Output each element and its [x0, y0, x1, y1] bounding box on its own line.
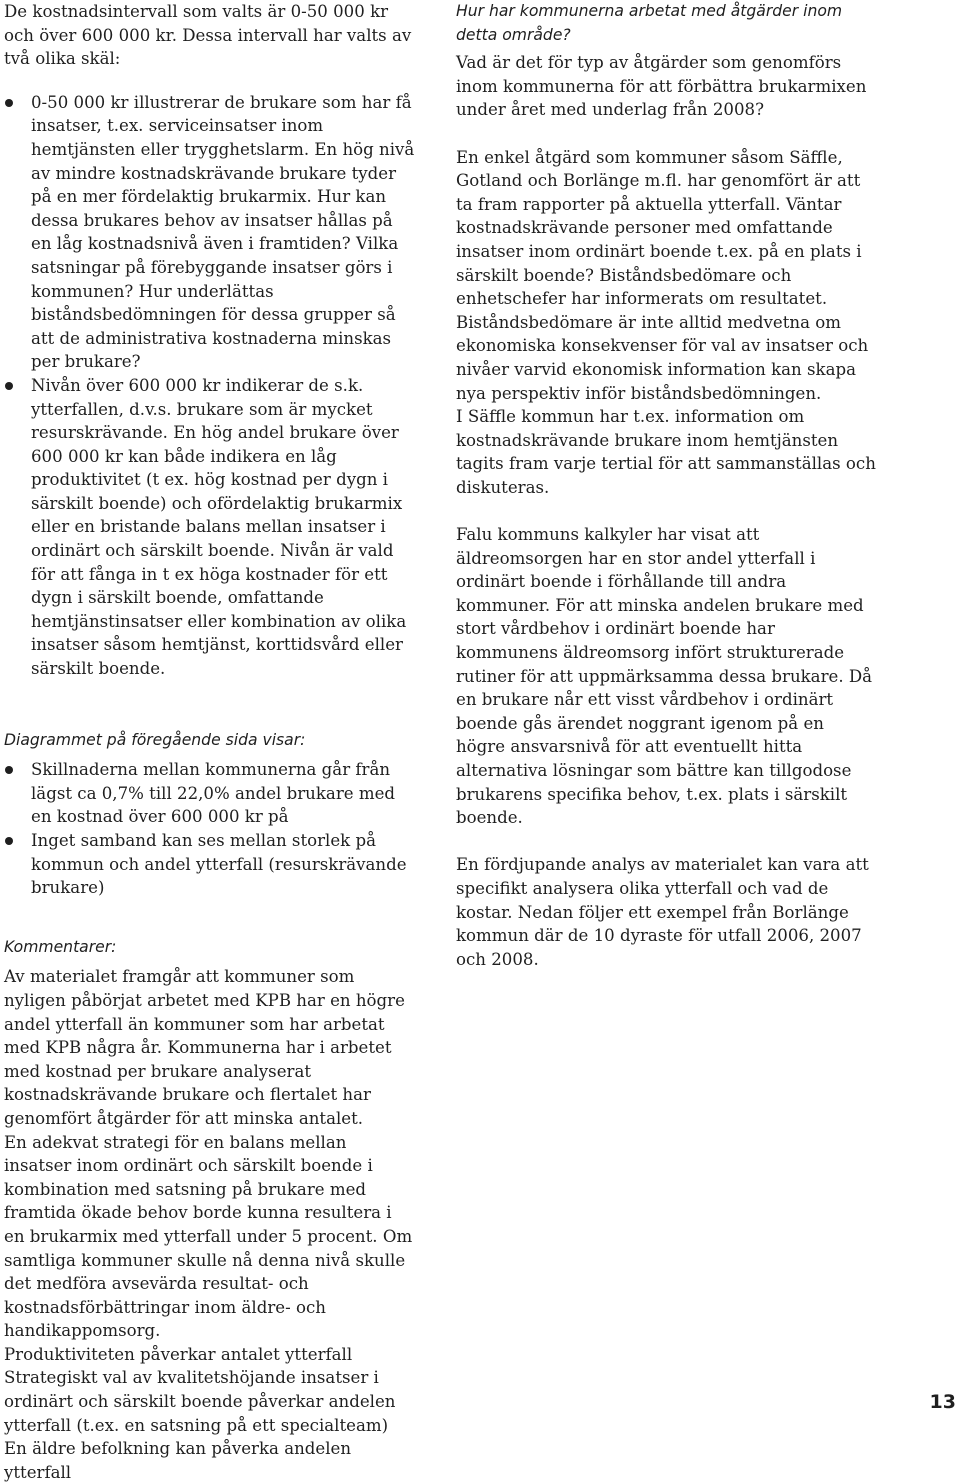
list-item — [4, 374, 416, 681]
page-number: 13 — [929, 1391, 956, 1414]
left-column — [4, 0, 416, 1484]
comment-paragraph: En adekvat strategi för en balans mellan insatser inom ordinärt och särskilt boende i kombination med satsning på brukare med framtida ökade behov borde kunna resultera i en brukarmix med ytterfall under 5 procent. Om samtliga kommuner skulle nå denna nivå skulle det medföra avsevärda resultat- och kostnadsförbättringar inom äldre- och handikappomsorg. — [4, 1132, 413, 1341]
bullet-icon — [5, 766, 13, 774]
measures-paragraph: En enkel åtgärd som kommuner såsom Säffle, Gotland och Borlänge m.fl. har genomfört är att ta fram rapporter på aktuella ytterfall. Väntar kostnadskrävande personer med omfattande insatser inom ordinärt boende t.ex. på en plats i särskilt boende? Biståndsbedömare och enhetschefer har informerats om resultatet. Biståndsbedömare är inte alltid medvetna om ekonomiska konsekvenser för val av insatser och nivåer varvid ekonomisk information kan skapa nya perspektiv inför biståndsbedömningen. — [456, 147, 869, 403]
list-item — [4, 829, 416, 900]
list-item — [4, 91, 416, 374]
comment-paragraph: Produktiviteten påverkar antalet ytterfall — [4, 1344, 353, 1364]
diagram-heading: Diagrammet på föregående sida visar: — [4, 730, 306, 749]
comments-heading: Kommentarer: — [4, 937, 117, 956]
bullet-text: Inget samband kan ses mellan storlek på kommun och andel ytterfall (resurskrävande brukare) — [31, 831, 407, 898]
bullet-icon — [5, 99, 13, 107]
diagram-bullet-list — [4, 758, 416, 900]
analysis-paragraph: En fördjupande analys av materialet kan vara att specifikt analysera olika ytterfall och vad de kostar. Nedan följer ett exempel från Borlänge kommun där de 10 dyraste för utfall 2006, 2007 och 2008. — [456, 855, 869, 969]
section-heading: Hur har kommunerna arbetat med åtgärder inom detta område? — [456, 2, 843, 44]
bullet-text: Nivån över 600 000 kr indikerar de s.k. ytterfallen, d.v.s. brukare som är mycket resurskrävande. En hög andel brukare över 600 000 kr kan både indikera en låg produktivitet (t ex. hög kostnad per dygn i särskilt boende) och ofördelaktig brukarmix eller en bristande balans mellan insatser i ordinärt och särskilt boende. Nivån är vald för att fånga in t ex höga kostnader för ett dygn i särskilt boende, omfattande hemtjänstinsatser eller kombination av olika insatser såsom hemtjänst, korttidsvård eller särskilt boende. — [31, 375, 407, 679]
falun-paragraph: Falu kommuns kalkyler har visat att äldreomsorgen har en stor andel ytterfall i ordinärt boende i förhållande till andra kommuner. För att minska andelen brukare med stort vårdbehov i ordinärt boende har kommunens äldreomsorg infört strukturerade rutiner för att uppmärksamma dessa brukare. Då en brukare når ett visst vårdbehov i ordinärt boende gås ärendet noggrant igenom på en högre ansvarsnivå för att eventuellt hitta alternativa lösningar som bättre kan tillgodose brukarens specifika behov, t.ex. plats i särskilt boende. — [456, 525, 873, 828]
intro-paragraph: De kostnadsintervall som valts är 0-50 000 kr och över 600 000 kr. Dessa intervall har valts av två olika skäl: — [4, 2, 412, 69]
saffle-paragraph: I Säffle kommun har t.ex. information om kostnadskrävande brukare inom hemtjänsten tagits fram varje tertial för att sammanställas och diskuteras. — [456, 407, 876, 497]
comment-paragraph: En äldre befolkning kan påverka andelen ytterfall — [4, 1439, 352, 1482]
reason-bullet-list — [4, 91, 416, 681]
right-column — [456, 0, 876, 971]
bullet-icon — [5, 837, 13, 845]
bullet-text: 0-50 000 kr illustrerar de brukare som har få insatser, t.ex. serviceinsatser inom hemtjänsten eller trygghetslarm. En hög nivå av mindre kostnadskrävande brukare tyder på en mer fördelaktig brukarmix. Hur kan dessa brukares behov av insatser hållas på en låg kostnadsnivå även i framtiden? Vilka satsningar på förebyggande insatser görs i kommunen? Hur underlättas biståndsbedömningen för dessa grupper så att de administrativa kostnaderna minskas per brukare? — [31, 92, 415, 372]
comment-paragraph: Strategiskt val av kvalitetshöjande insatser i ordinärt och särskilt boende påverkar andelen ytterfall (t.ex. en satsning på ett specialteam) — [4, 1368, 396, 1435]
list-item — [4, 758, 416, 829]
bullet-text: Skillnaderna mellan kommunerna går från lägst ca 0,7% till 22,0% andel brukare med en kostnad över 600 000 kr på — [31, 760, 396, 827]
question-paragraph: Vad är det för typ av åtgärder som genomförs inom kommunerna för att förbättra brukarmixen under året med underlag från 2008? — [456, 53, 867, 120]
bullet-icon — [5, 382, 13, 390]
comment-paragraph: Av materialet framgår att kommuner som nyligen påbörjat arbetet med KPB har en högre andel ytterfall än kommuner som har arbetat med KPB några år. Kommunerna har i arbetet med kostnad per brukare analyserat kostnadskrävande brukare och flertalet har genomfört åtgärder för att minska antalet. — [4, 967, 405, 1128]
